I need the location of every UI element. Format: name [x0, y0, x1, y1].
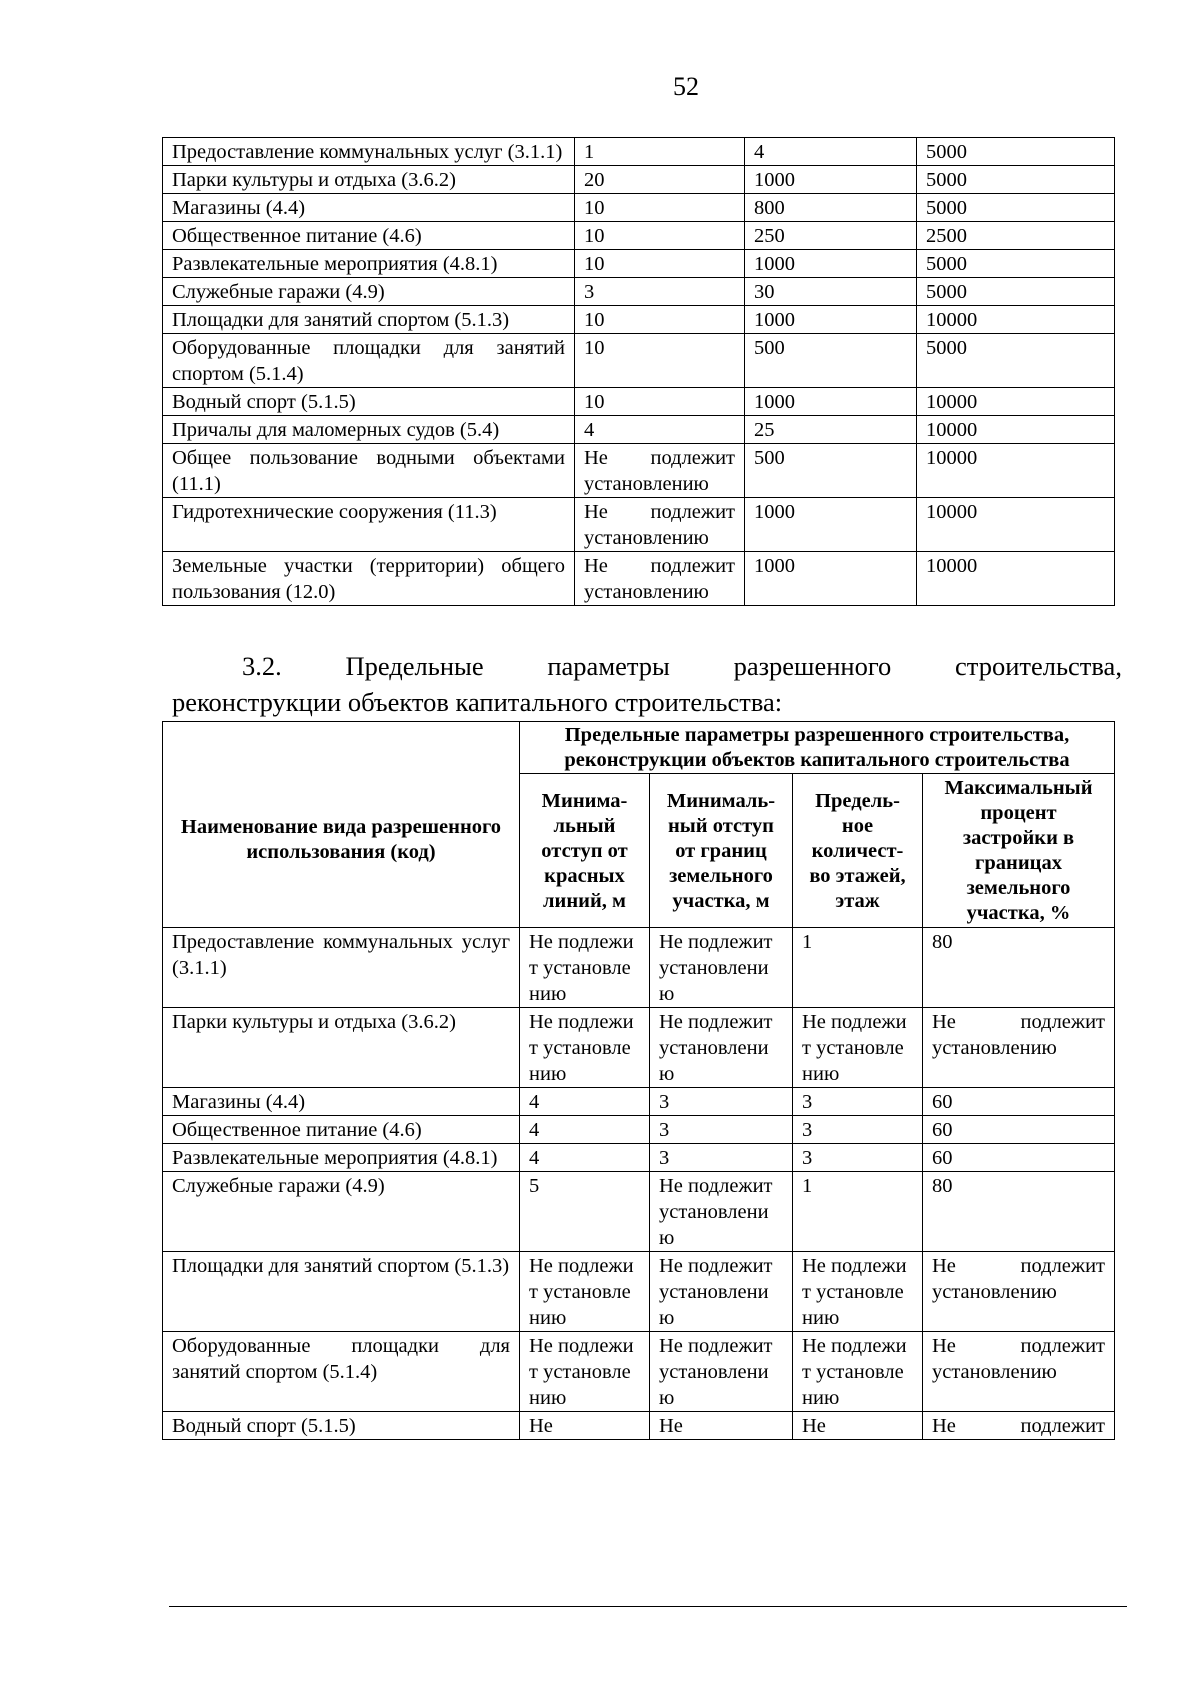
table-cell: Магазины (4.4) [163, 194, 575, 222]
table-cell: Развлекательные мероприятия (4.8.1) [163, 250, 575, 278]
table-cell: 1000 [745, 552, 917, 606]
table-row [163, 1252, 1115, 1332]
table-cell: Предоставление коммунальных услуг (3.1.1) [163, 928, 520, 1008]
table-cell: 10 [575, 388, 745, 416]
table-cell: Площадки для занятий спортом (5.1.3) [163, 306, 575, 334]
section-heading [172, 648, 1122, 720]
column-group-header: Предельные параметры разрешенного строительства, реконструкции объектов капитального строительства [520, 722, 1115, 774]
table-row [163, 222, 1115, 250]
column-header: Минималь-ный отступ от границ земельного участка, м [650, 774, 793, 928]
table-cell: 4 [520, 1116, 650, 1144]
table-cell: Площадки для занятий спортом (5.1.3) [163, 1252, 520, 1332]
table-cell: 10 [575, 334, 745, 388]
table-cell: 1000 [745, 166, 917, 194]
table-cell: 20 [575, 166, 745, 194]
table-cell: Не подлежит установлению [793, 1252, 923, 1332]
column-header-name: Наименование вида разрешенного использования (код) [163, 722, 520, 928]
section-title-word: параметры [547, 651, 670, 681]
table-cell: 4 [520, 1088, 650, 1116]
table-cell: 3 [650, 1144, 793, 1172]
section-title-word: строительства, [955, 651, 1122, 681]
section-heading-line-2: реконструкции объектов капитального строительства: [172, 687, 783, 717]
table-cell: 5000 [917, 138, 1115, 166]
table-cell: Общественное питание (4.6) [163, 1116, 520, 1144]
table-row [163, 928, 1115, 1008]
table-cell: Не подлежит установлению [575, 498, 745, 552]
table-row [163, 388, 1115, 416]
table-row [163, 250, 1115, 278]
table-cell: Не подлежит установлению [575, 552, 745, 606]
table-cell: 1 [793, 928, 923, 1008]
table-cell: 800 [745, 194, 917, 222]
table-cell: 500 [745, 334, 917, 388]
table-cell: 10000 [917, 552, 1115, 606]
table-cell: 10 [575, 222, 745, 250]
table-cell: 80 [923, 1172, 1115, 1252]
section-title-word: разрешенного [733, 651, 892, 681]
table-cell: Не подлежит установлению [923, 1008, 1115, 1088]
table-row [163, 1332, 1115, 1412]
table-cell: 1000 [745, 498, 917, 552]
table-cell: Общее пользование водными объектами (11.1) [163, 444, 575, 498]
table-row [163, 306, 1115, 334]
table-cell: Развлекательные мероприятия (4.8.1) [163, 1144, 520, 1172]
table-cell: Не подлежит установлению [650, 928, 793, 1008]
table-cell: Не подлежит установлению [923, 1252, 1115, 1332]
table-cell: Предоставление коммунальных услуг (3.1.1) [163, 138, 575, 166]
table-cell: 60 [923, 1116, 1115, 1144]
table-cell: 1 [793, 1172, 923, 1252]
table-row [163, 498, 1115, 552]
table-cell: 10 [575, 250, 745, 278]
table-cell: 5000 [917, 166, 1115, 194]
table-cell: Парки культуры и отдыха (3.6.2) [163, 1008, 520, 1088]
table-cell: Не подлежит установлению [520, 1332, 650, 1412]
table-cell: 4 [575, 416, 745, 444]
table-cell: 1 [575, 138, 745, 166]
table-row [163, 1008, 1115, 1088]
table-cell: 10000 [917, 444, 1115, 498]
table-cell: 80 [923, 928, 1115, 1008]
table-row [163, 1144, 1115, 1172]
table-cell: 2500 [917, 222, 1115, 250]
table-cell: Служебные гаражи (4.9) [163, 1172, 520, 1252]
table-cell: 5000 [917, 334, 1115, 388]
table-cell: 10000 [917, 416, 1115, 444]
table-cell: Не подлежит установлению [923, 1332, 1115, 1412]
column-header: Предель-ное количест-во этажей, этаж [793, 774, 923, 928]
table-cell: 1000 [745, 306, 917, 334]
table-cell: Не подлежит установлению [650, 1332, 793, 1412]
table-cell: Не подлежит установлению [650, 1252, 793, 1332]
table-row [163, 138, 1115, 166]
table-cell: 1000 [745, 388, 917, 416]
table-row [163, 166, 1115, 194]
table-cell: Оборудованные площадки для занятий спортом (5.1.4) [163, 334, 575, 388]
page-number: 52 [673, 72, 699, 101]
table-cell: Магазины (4.4) [163, 1088, 520, 1116]
column-header: Максимальный процент застройки в границах земельного участка, % [923, 774, 1115, 928]
table-cell: 60 [923, 1144, 1115, 1172]
table-cell: 5000 [917, 250, 1115, 278]
table-cell: 250 [745, 222, 917, 250]
table-cell: Водный спорт (5.1.5) [163, 388, 575, 416]
table-cell: 10 [575, 194, 745, 222]
table-cell: 3 [793, 1144, 923, 1172]
table-cell: Общественное питание (4.6) [163, 222, 575, 250]
table-cell: 3 [650, 1088, 793, 1116]
table-cell: 3 [650, 1116, 793, 1144]
table-cell: 4 [745, 138, 917, 166]
table-row [163, 194, 1115, 222]
table-row [163, 1088, 1115, 1116]
table-cell: 4 [520, 1144, 650, 1172]
table-row [163, 552, 1115, 606]
table-row [163, 1412, 1115, 1440]
table-cell: Не подлежит установлению [575, 444, 745, 498]
table-cell: 5000 [917, 194, 1115, 222]
table-cell: Парки культуры и отдыха (3.6.2) [163, 166, 575, 194]
table-cell: Не подлежит установлению [650, 1008, 793, 1088]
table-cell: Не подлежит установлению [520, 1252, 650, 1332]
table-cell: 3 [793, 1088, 923, 1116]
table-cell: 30 [745, 278, 917, 306]
table-row [163, 334, 1115, 388]
table-cell: 10000 [917, 498, 1115, 552]
table-cell: 3 [575, 278, 745, 306]
table-cell: Оборудованные площадки для занятий спортом (5.1.4) [163, 1332, 520, 1412]
table-cell: Водный спорт (5.1.5) [163, 1412, 520, 1440]
table-cell: 25 [745, 416, 917, 444]
table-cell: Не [520, 1412, 650, 1440]
table-cell: 10000 [917, 306, 1115, 334]
footer-divider [169, 1606, 1127, 1607]
table-row [163, 1172, 1115, 1252]
table-header-row [163, 722, 1115, 774]
table-cell: Не подлежит установлению [793, 1008, 923, 1088]
table-row [163, 1116, 1115, 1144]
table-cell: 5 [520, 1172, 650, 1252]
table-cell: Не подлежит установлению [650, 1172, 793, 1252]
column-header: Минима-льный отступ от красных линий, м [520, 774, 650, 928]
table-cell: 3 [793, 1116, 923, 1144]
table-cell: 10000 [917, 388, 1115, 416]
table-cell: 60 [923, 1088, 1115, 1116]
section-title-word: Предельные [345, 651, 484, 681]
section-heading-line-1 [172, 648, 1122, 684]
table-cell: 5000 [917, 278, 1115, 306]
table-cell: Не подлежит установлению [793, 1332, 923, 1412]
table-cell: Гидротехнические сооружения (11.3) [163, 498, 575, 552]
parameters-table-2 [162, 721, 1115, 1440]
table-cell: Не подлежит установлению [520, 1008, 650, 1088]
table-row [163, 416, 1115, 444]
table-cell: 1000 [745, 250, 917, 278]
table-row [163, 278, 1115, 306]
table-cell: 500 [745, 444, 917, 498]
table-row [163, 444, 1115, 498]
table-cell: 10 [575, 306, 745, 334]
table-cell: Земельные участки (территории) общего пользования (12.0) [163, 552, 575, 606]
section-number: 3.2. [242, 651, 282, 681]
table-cell: Не подлежит [923, 1412, 1115, 1440]
table-cell: Причалы для маломерных судов (5.4) [163, 416, 575, 444]
table-cell: Служебные гаражи (4.9) [163, 278, 575, 306]
table-cell: Не [650, 1412, 793, 1440]
table-cell: Не подлежит установлению [520, 928, 650, 1008]
parameters-table-1 [162, 137, 1115, 606]
table-cell: Не [793, 1412, 923, 1440]
